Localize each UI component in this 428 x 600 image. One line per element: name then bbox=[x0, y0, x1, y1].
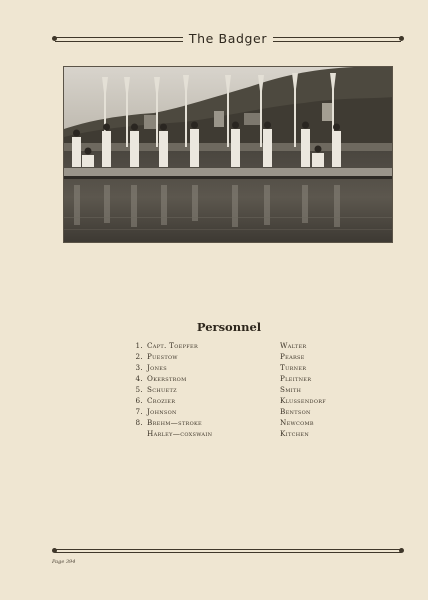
substitute-name: Kitchen bbox=[280, 429, 309, 438]
list-item bbox=[134, 384, 334, 395]
page-number: Page 394 bbox=[52, 559, 76, 565]
rower-name: Brehm—stroke bbox=[147, 418, 202, 427]
crew-photo bbox=[63, 66, 393, 243]
substitute-name: Bentson bbox=[280, 407, 311, 416]
rower-name: Johnson bbox=[147, 407, 177, 416]
rower-name: Jones bbox=[147, 363, 167, 372]
list-item bbox=[134, 340, 334, 351]
rower-name: Crozier bbox=[147, 396, 176, 405]
rower-name: Capt. Toepfer bbox=[147, 341, 199, 350]
seat-number: 3. bbox=[135, 363, 143, 372]
list-item bbox=[134, 351, 334, 362]
page-title: The Badger bbox=[188, 31, 268, 46]
rower-name: Schuetz bbox=[147, 385, 177, 394]
rule-ornament bbox=[399, 548, 404, 553]
seat-number: 6. bbox=[135, 396, 143, 405]
seat-number: 8. bbox=[135, 418, 143, 427]
substitute-name: Newcomb bbox=[280, 418, 314, 427]
list-item bbox=[134, 417, 334, 428]
list-item bbox=[134, 373, 334, 384]
substitute-name: Pleitner bbox=[280, 374, 312, 383]
substitute-name: Turner bbox=[280, 363, 307, 372]
list-item bbox=[134, 395, 334, 406]
seat-number: 7. bbox=[135, 407, 143, 416]
substitute-name: Walter bbox=[280, 341, 307, 350]
page-header bbox=[52, 30, 404, 48]
list-item bbox=[134, 428, 334, 439]
footer-rule bbox=[52, 546, 404, 556]
substitute-name: Smith bbox=[280, 385, 302, 394]
substitute-name: Klussendorf bbox=[280, 396, 327, 405]
header-rule-right bbox=[273, 37, 401, 42]
footer-rule-line bbox=[55, 549, 401, 553]
seat-number: 1. bbox=[135, 341, 143, 350]
list-item bbox=[134, 362, 334, 373]
seat-number: 2. bbox=[135, 352, 143, 361]
substitute-name: Pearse bbox=[280, 352, 305, 361]
rower-name: Harley—coxswain bbox=[147, 429, 213, 438]
seat-number: 4. bbox=[135, 374, 143, 383]
crew-photo-image bbox=[64, 67, 393, 243]
seat-number: 5. bbox=[135, 385, 143, 394]
rower-name: Okerstrom bbox=[147, 374, 187, 383]
rower-name: Puestow bbox=[147, 352, 178, 361]
header-rule-left bbox=[55, 37, 183, 42]
list-item bbox=[134, 406, 334, 417]
personnel-heading: Personnel bbox=[196, 320, 262, 334]
rule-ornament bbox=[399, 36, 404, 41]
